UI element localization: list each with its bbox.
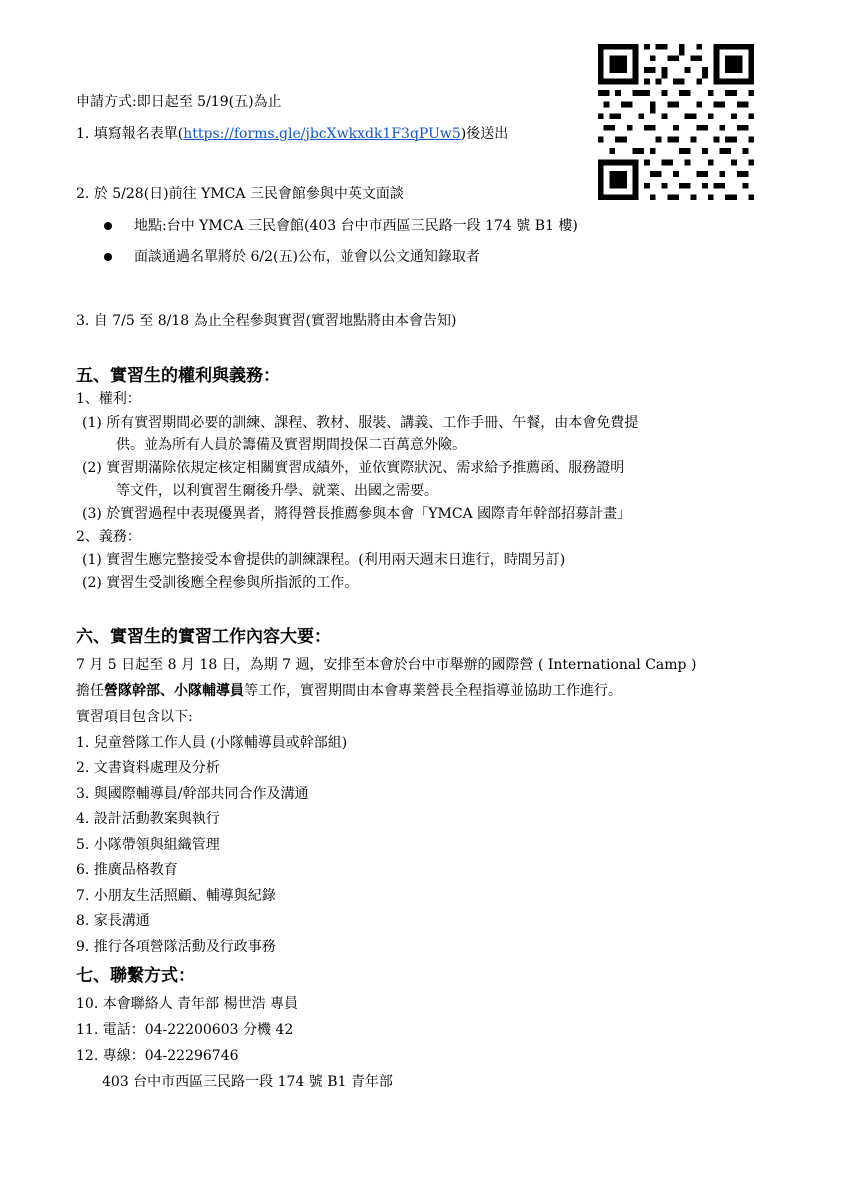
duty-2: (2) 實習生受訓後應全程參與所指派的工作。 (82, 575, 359, 591)
bullet-icon (104, 222, 112, 230)
list-item: 2. 文書資料處理及分析 (76, 760, 220, 776)
list-item: 8. 家長溝通 (76, 913, 150, 929)
apply-step-1-suffix: )後送出 (460, 126, 509, 142)
right-2-line-1: (2) 實習期滿除依規定核定相關實習成績外，並依實際狀況、需求給予推薦函、服務證明 (82, 460, 625, 476)
list-item: 6. 推廣品格教育 (76, 862, 178, 878)
list-item: 7. 小朋友生活照顧、輔導與紀錄 (76, 888, 276, 904)
duties-label: 2、義務： (76, 529, 141, 545)
interview-location: 地點:台中 YMCA 三民會館(403 台中市西區三民路一段 174 號 B1 樓) (134, 218, 578, 234)
right-2-line-2: 等文件，以利實習生爾後升學、就業、出國之需要。 (116, 483, 438, 499)
section-6-heading: 六、實習生的實習工作內容大要： (76, 627, 331, 647)
apply-step-1-text: 1. 填寫報名表單( (76, 126, 184, 142)
items-label: 實習項目包含以下: (76, 709, 193, 725)
intro-bold-separator: 、 (160, 683, 174, 699)
form-link[interactable]: https://forms.gle/jbcXwkxdk1F3qPUw5 (183, 126, 461, 142)
section-6-intro-2 (76, 681, 622, 701)
duty-1: (1) 實習生應完整接受本會提供的訓練課程。(利用兩天週末日進行，時間另訂) (82, 552, 566, 568)
intro-bold-camp-staff: 營隊幹部 (104, 683, 160, 699)
apply-step-3: 3. 自 7/5 至 8/18 為止全程參與實習(實習地點將由本會告知) (76, 313, 457, 329)
apply-step-1 (76, 124, 508, 144)
contact-hotline: 12. 專線：04-22296746 (76, 1048, 239, 1064)
right-1-line-2: 供。並為所有人員於籌備及實習期間投保二百萬意外險。 (116, 437, 466, 453)
right-1-line-1: (1) 所有實習期間必要的訓練、課程、教材、服裝、講義、工作手冊、午餐，由本會免費提 (82, 415, 639, 431)
bullet-icon (104, 253, 112, 261)
section-6-intro-1: 7 月 5 日起至 8 月 18 日，為期 7 週，安排至本會於台中市舉辦的國際營 ( International Camp ) (76, 657, 697, 673)
contact-person: 10. 本會聯絡人 青年部 楊世浩 專員 (76, 996, 299, 1012)
intro-text: 擔任 (76, 683, 104, 699)
right-3: (3) 於實習過程中表現優異者，將得營長推薦參與本會「YMCA 國際青年幹部招募計畫」 (82, 506, 632, 522)
contact-phone: 11. 電話：04-22200603 分機 42 (76, 1022, 294, 1038)
list-item: 1. 兒童營隊工作人員 (小隊輔導員或幹部組) (76, 735, 348, 751)
list-item: 5. 小隊帶領與組織管理 (76, 837, 220, 853)
list-item: 3. 與國際輔導員/幹部共同合作及溝通 (76, 786, 309, 802)
apply-method: 申請方式:即日起至 5/19(五)為止 (76, 94, 282, 110)
list-item: 4. 設計活動教案與執行 (76, 811, 220, 827)
list-item: 9. 推行各項營隊活動及行政事務 (76, 939, 276, 955)
intro-bold-counselor: 小隊輔導員 (174, 683, 244, 699)
interview-result-notice: 面談通過名單將於 6/2(五)公布，並會以公文通知錄取者 (134, 249, 480, 265)
section-5-heading: 五、實習生的權利與義務： (76, 366, 280, 386)
contact-address: 403 台中市西區三民路一段 174 號 B1 青年部 (102, 1074, 393, 1090)
section-7-heading: 七、聯繫方式： (76, 966, 195, 986)
apply-step-2: 2. 於 5/28(日)前往 YMCA 三民會館參與中英文面談 (76, 186, 404, 202)
qr-code-image (592, 38, 760, 206)
intro-text-rest: 等工作，實習期間由本會專業營長全程指導並協助工作進行。 (244, 683, 622, 699)
rights-label: 1、權利： (76, 391, 141, 407)
